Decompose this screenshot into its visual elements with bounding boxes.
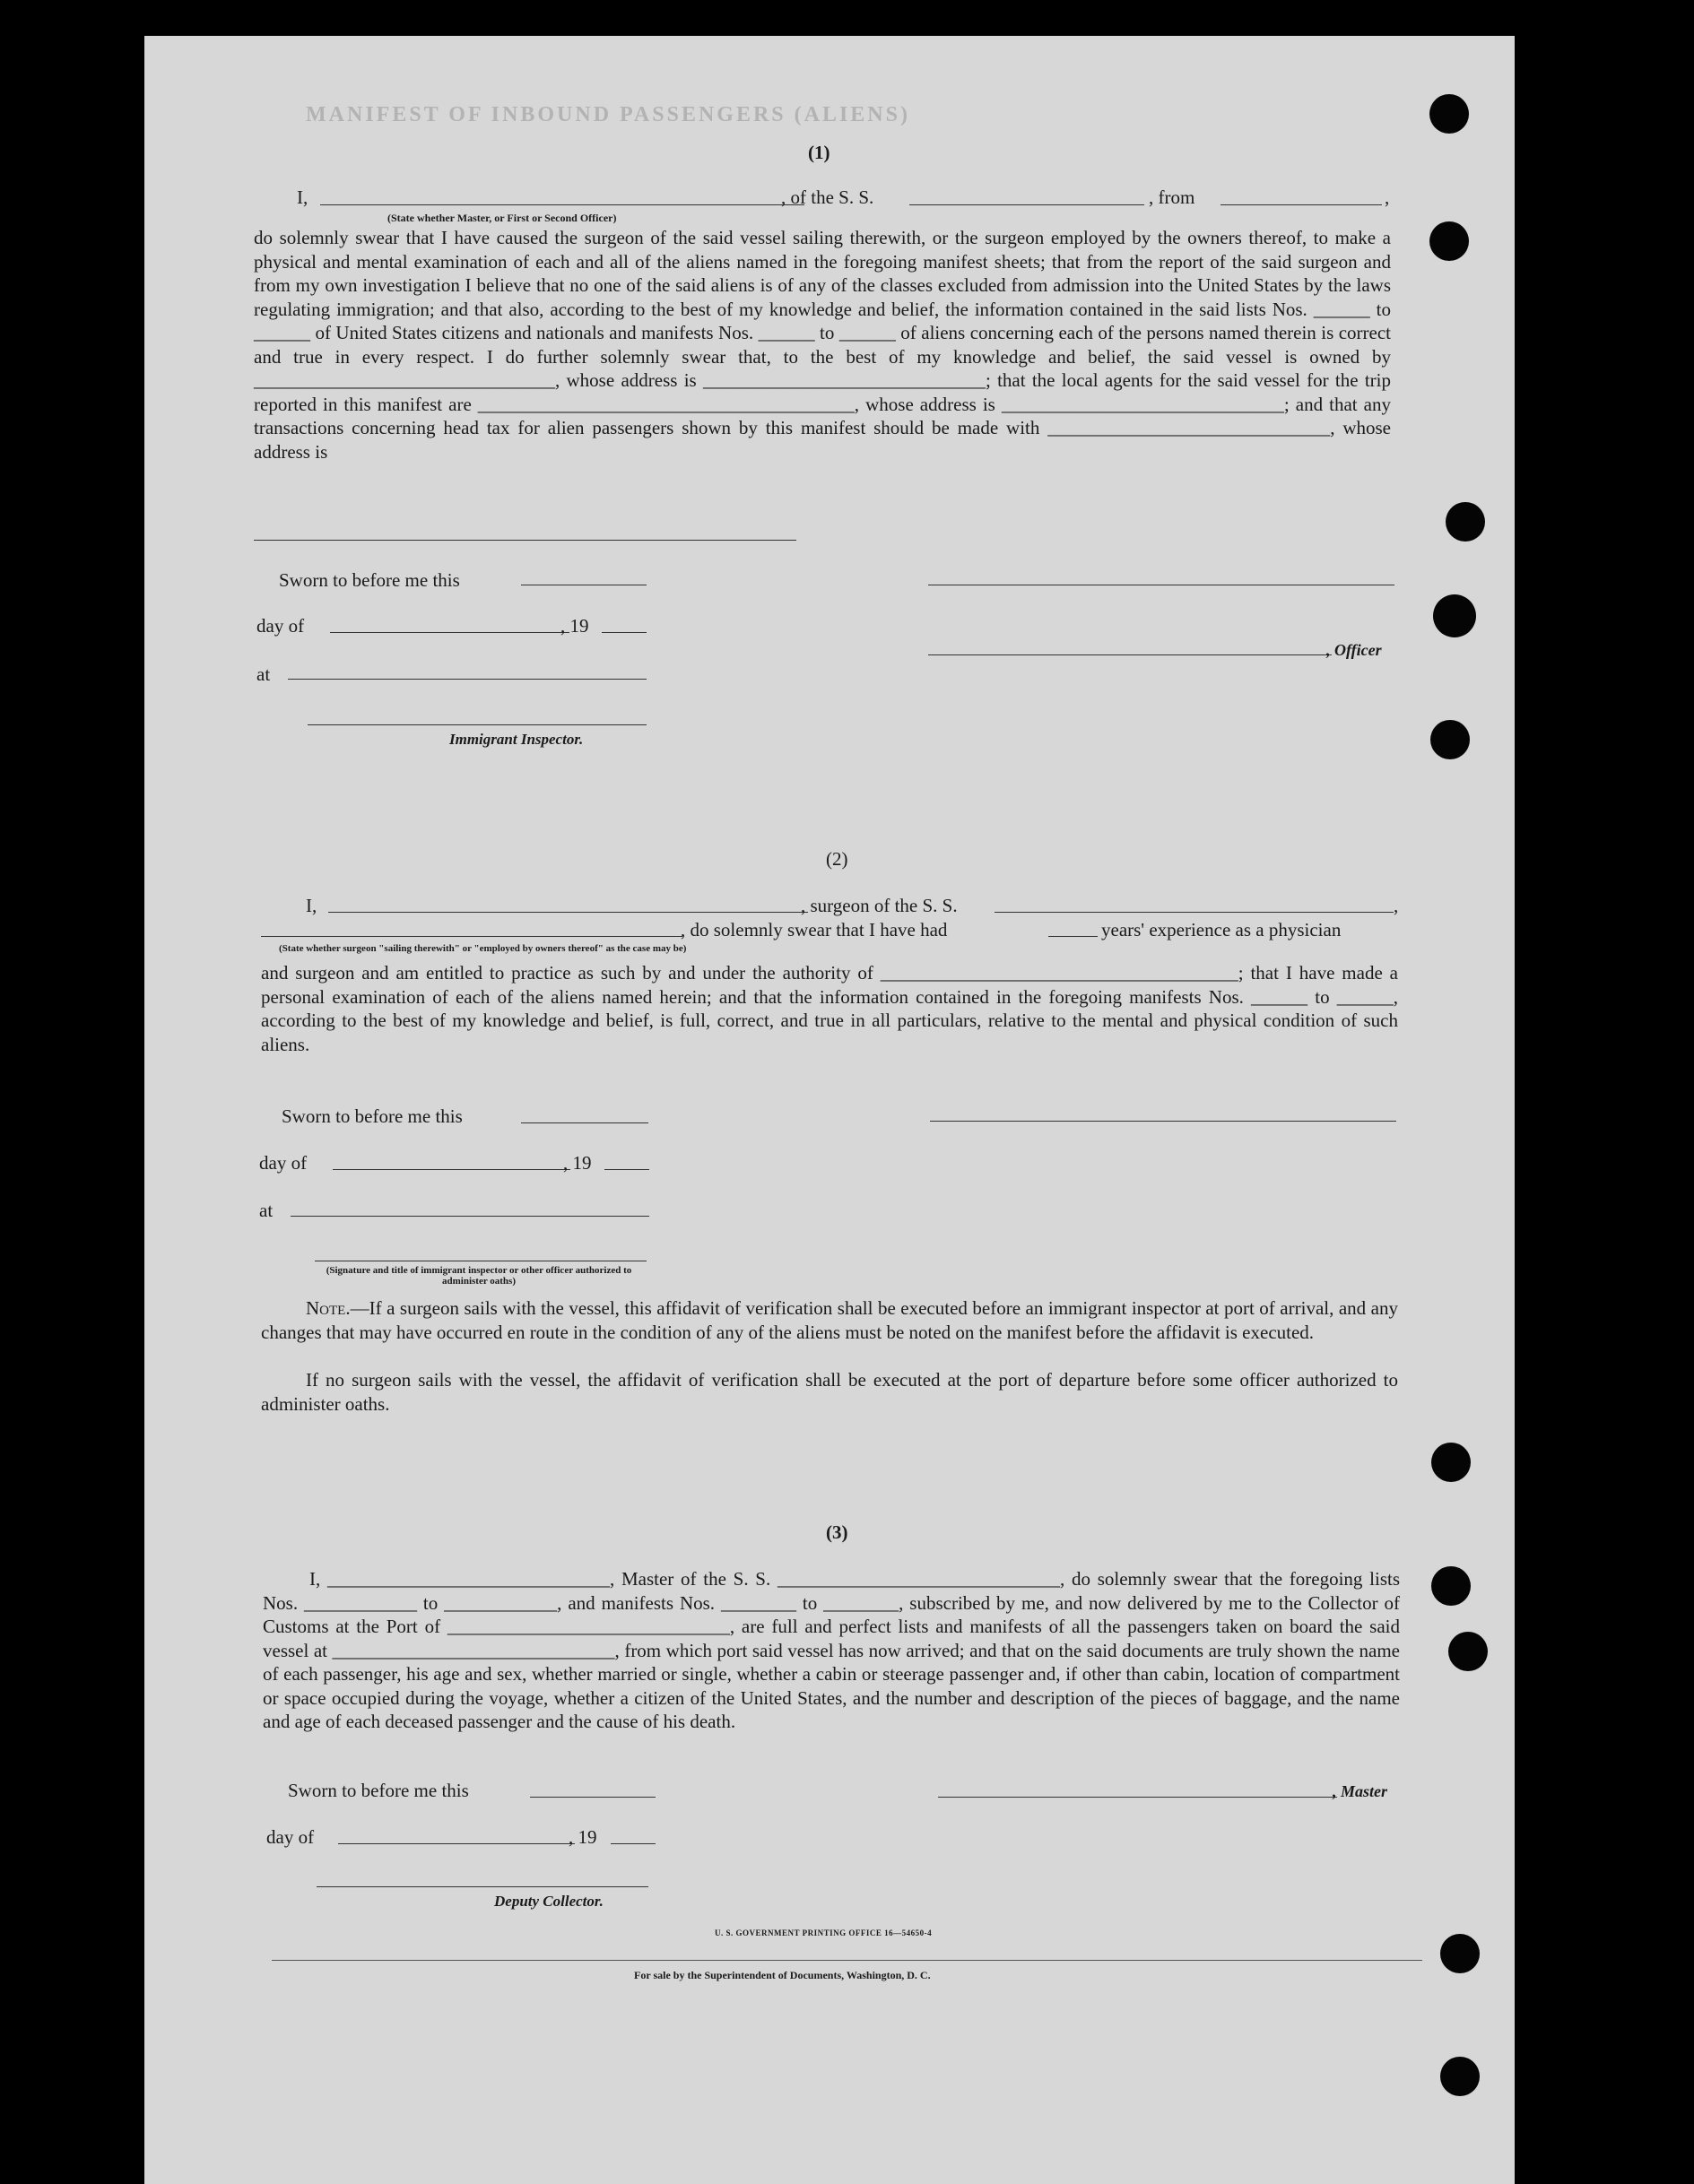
section-1-of-ss: , of the S. S.: [781, 186, 874, 208]
inspector-label: Immigrant Inspector.: [449, 731, 584, 748]
day-of-line-1[interactable]: [330, 632, 569, 633]
officer-note: (State whether Master, or First or Second Officer): [387, 212, 617, 224]
years-line[interactable]: [1048, 936, 1098, 937]
section-2-heading: (2): [826, 848, 848, 870]
binder-hole: [1431, 1443, 1471, 1482]
signature-note: (Signature and title of immigrant inspector or other officer authorized to administer oaths): [326, 1265, 632, 1287]
sale-notice: For sale by the Superintendent of Documents, Washington, D. C.: [634, 1969, 931, 1981]
day-of-line-3[interactable]: [338, 1843, 575, 1844]
surgeon-signature-line[interactable]: [930, 1121, 1396, 1122]
officer-name-line[interactable]: [320, 204, 804, 205]
day-of-label-2: day of: [259, 1152, 308, 1174]
at-label-1: at: [256, 663, 271, 685]
section-3-heading: (3): [826, 1521, 848, 1543]
year-label-1: , 19: [560, 615, 589, 637]
section-1-body: do solemnly swear that I have caused the surgeon of the said vessel sailing therewith, or the surgeon employed by the owners thereof, to make a physical and mental examination of each and all of the aliens named in the foregoing manifest sheets; that from the report of the said surgeon and from my own investigation I believe that no one of the said aliens is of any of the classes excluded from admission into the United States by the laws regulating immigration; and that also, according to the best of my knowledge and belief, the information contained in the said lists Nos. ______ to ______ of United States citizens and nationals and manifests Nos. ______ to ______ of aliens concerning each of the persons named therein is correct and true in every respect. I do further solemnly swear that, to the best of my knowledge and belief, the said vessel is owned by ________________________________, whose address is ______________________________; that the local agents for the said vessel for the trip reported in this manifest are ________________________________________, whose address is ______________________________; and that any transactions concerning head tax for alien passengers shown by this manifest should be made with ______________________________, whose address is: [254, 227, 1391, 463]
binder-hole: [1440, 1934, 1480, 1973]
address-line[interactable]: [254, 540, 796, 541]
master-signature-line[interactable]: [938, 1797, 1337, 1798]
fold-line: [272, 1960, 1422, 1961]
section-1-heading: (1): [808, 142, 830, 163]
binder-hole: [1429, 221, 1469, 261]
day-of-label-3: day of: [266, 1826, 315, 1848]
master-label: , Master: [1333, 1782, 1388, 1800]
day-of-label-1: day of: [256, 615, 305, 637]
note-text-1: —If a surgeon sails with the vessel, this affidavit of verification shall be executed before an immigrant inspector at port of arrival, and any changes that may have occurred en route in the condition of any of the aliens must be noted on the manifest before the affidavit is executed.: [261, 1297, 1398, 1343]
note-paragraph-1: [261, 1296, 1398, 1344]
section-2-body: and surgeon and am entitled to practice as such by and under the authority of ______________________________________; that I have made a personal examination of each of the aliens named herein; and that the information contained in the foregoing manifests Nos. ______ to ______, according to the best of my knowledge and belief, is full, correct, and true in all particulars, relative to the mental and physical condition of such aliens.: [261, 962, 1398, 1055]
sworn-label-3: Sworn to before me this: [288, 1780, 469, 1801]
binder-hole: [1440, 2057, 1480, 2096]
from-port-line[interactable]: [1221, 204, 1382, 205]
binder-hole: [1433, 594, 1476, 637]
at-label-2: at: [259, 1200, 274, 1221]
year-line-3[interactable]: [611, 1843, 656, 1844]
bleed-through-header: MANIFEST OF INBOUND PASSENGERS (ALIENS): [306, 103, 910, 126]
year-line-1[interactable]: [602, 632, 647, 633]
section-1-from: , from: [1149, 186, 1195, 208]
deputy-collector-signature-line[interactable]: [317, 1886, 648, 1887]
binder-hole: [1429, 94, 1469, 134]
officer-label: , Officer: [1326, 641, 1382, 659]
sworn-date-line-3[interactable]: [530, 1797, 656, 1798]
document-page: [144, 36, 1515, 2184]
at-line-2[interactable]: [291, 1216, 649, 1217]
surgeon-status-line[interactable]: [261, 936, 682, 937]
sworn-label-1: Sworn to before me this: [279, 569, 460, 591]
year-label-2: , 19: [563, 1152, 592, 1174]
year-label-3: , 19: [569, 1826, 597, 1848]
officer-name-line-2[interactable]: [928, 654, 1332, 655]
surgeon-name-line[interactable]: [328, 912, 808, 913]
sworn-date-line-2[interactable]: [521, 1122, 648, 1123]
section-1-comma: ,: [1385, 186, 1390, 208]
section-2-vessel-line[interactable]: [995, 912, 1394, 913]
at-line-1[interactable]: [288, 679, 647, 680]
section-2-i: I,: [306, 895, 317, 916]
section-2-surgeon-ss: , surgeon of the S. S.: [801, 895, 958, 916]
day-of-line-2[interactable]: [333, 1169, 570, 1170]
note-paragraph-2: If no surgeon sails with the vessel, the affidavit of verification shall be executed at the port of departure before some officer authorized to administer oaths.: [261, 1369, 1398, 1415]
surgeon-note: (State whether surgeon "sailing therewith" or "employed by owners thereof" as the case may be): [279, 943, 687, 954]
inspector-signature-line[interactable]: [308, 724, 647, 725]
section-2-years: years' experience as a physician: [1101, 919, 1342, 940]
binder-hole: [1448, 1632, 1488, 1671]
vessel-name-line[interactable]: [909, 204, 1144, 205]
section-3-body: I, ______________________________, Master of the S. S. ______________________________, do solemnly swear that the foregoing lists Nos. ____________ to ____________, and manifests Nos. ________ to ________, subscribed by me, and now delivered by me to the Collector of Customs at the Port of ______________________________, are full and perfect lists and manifests of all the passengers taken on board the said vessel at ______________________________, from which port said vessel has now arrived; and that on the said documents are truly shown the name of each passenger, his age and sex, whether married or single, whether a cabin or steerage passenger and, if other than cabin, location of compartment or space occupied during the voyage, whether a citizen of the United States, and the number and description of the pieces of baggage, and the name and age of each deceased passenger and the cause of his death.: [263, 1568, 1400, 1732]
binder-hole: [1430, 720, 1470, 759]
deputy-collector-label: Deputy Collector.: [494, 1893, 604, 1910]
sworn-label-2: Sworn to before me this: [282, 1105, 463, 1127]
note-label: Note.: [306, 1297, 351, 1319]
binder-hole: [1446, 502, 1485, 542]
printing-office-imprint: U. S. GOVERNMENT PRINTING OFFICE 16—54650-4: [715, 1928, 933, 1937]
section-2-swear: , do solemnly swear that I have had: [681, 919, 948, 940]
section-2-comma: ,: [1394, 895, 1399, 916]
binder-hole: [1431, 1566, 1471, 1606]
section-1-i: I,: [297, 186, 308, 208]
year-line-2[interactable]: [604, 1169, 649, 1170]
